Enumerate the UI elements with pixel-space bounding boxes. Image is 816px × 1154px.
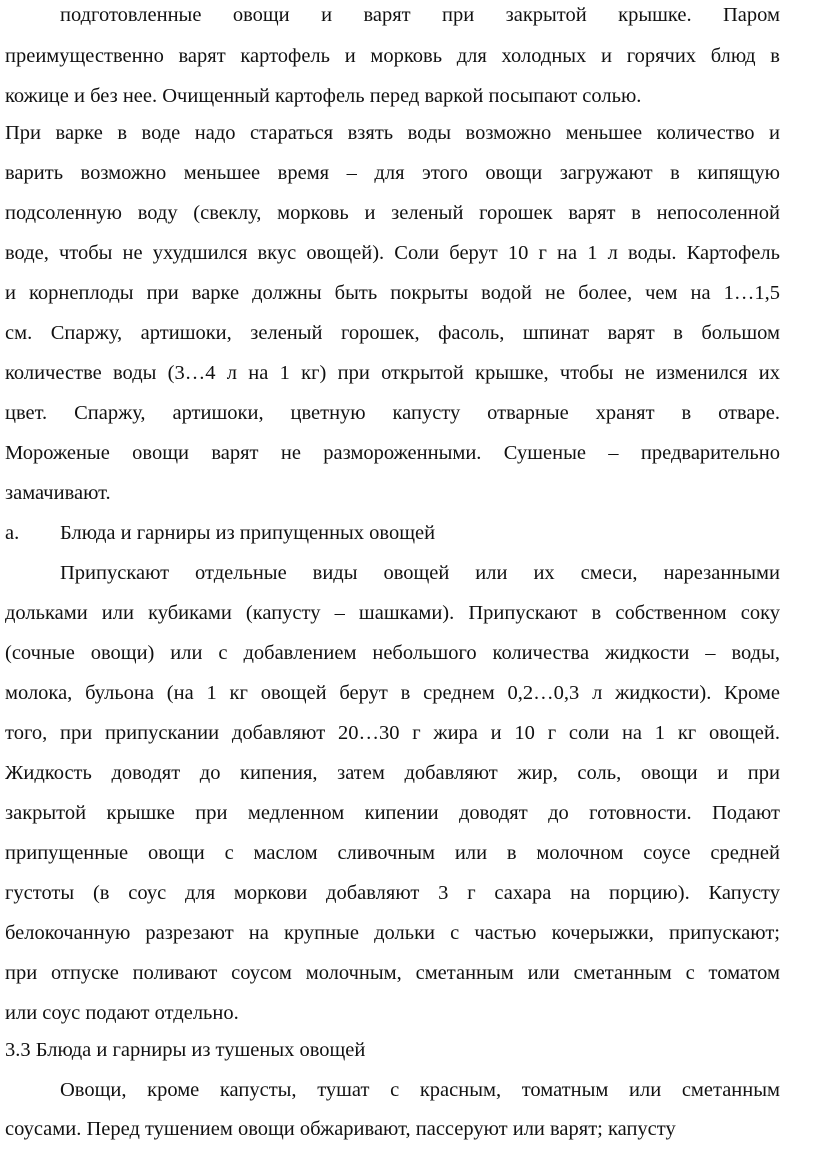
text-line: молока, бульона (на 1 кг овощей берут в среднем 0,2…0,3 л жидкости). Кроме (5, 682, 780, 704)
text-line: При варке в воде надо стараться взять воды возможно меньшее количество и (5, 122, 780, 144)
section-title: Блюда и гарниры из припущенных овощей (60, 522, 436, 544)
text-line: замачивают. (5, 482, 111, 504)
text-line: Мороженые овощи варят не размороженными. Сушеные – предварительно (5, 442, 780, 464)
text-line: подсоленную воду (свеклу, морковь и зеленый горошек варят в непосоленной (5, 202, 780, 224)
text-line: закрытой крышке при медленном кипении доводят до готовности. Подают (5, 802, 780, 824)
text-line: цвет. Спаржу, артишоки, цветную капусту отварные хранят в отваре. (5, 402, 780, 424)
text-line: количестве воды (3…4 л на 1 кг) при открытой крышке, чтобы не изменился их (5, 362, 780, 384)
text-line: того, при припускании добавляют 20…30 г жира и 10 г соли на 1 кг овощей. (5, 722, 780, 744)
text-line: густоты (в соус для моркови добавляют 3 г сахара на порцию). Капусту (5, 882, 780, 904)
text-line: и корнеплоды при варке должны быть покрыты водой не более, чем на 1…1,5 (5, 282, 780, 304)
list-marker: a. (5, 522, 20, 544)
text-line: Припускают отдельные виды овощей или их смеси, нарезанными (60, 562, 780, 584)
text-line: припущенные овощи с маслом сливочным или в молочном соусе средней (5, 842, 780, 864)
text-line: Овощи, кроме капусты, тушат с красным, томатным или сметанным (60, 1079, 780, 1101)
section-title: 3.3 Блюда и гарниры из тушеных овощей (5, 1039, 366, 1061)
text-line: при отпуске поливают соусом молочным, сметанным или сметанным с томатом (5, 962, 780, 984)
text-line: см. Спаржу, артишоки, зеленый горошек, фасоль, шпинат варят в большом (5, 322, 780, 344)
text-line: подготовленные овощи и варят при закрытой крышке. Паром (60, 4, 780, 26)
text-line: воде, чтобы не ухудшился вкус овощей). Соли берут 10 г на 1 л воды. Картофель (5, 242, 780, 264)
text-line: (сочные овощи) или с добавлением небольшого количества жидкости – воды, (5, 642, 780, 664)
text-line: соусами. Перед тушением овощи обжаривают, пассеруют или варят; капусту (5, 1118, 676, 1140)
text-line: дольками или кубиками (капусту – шашками). Припускают в собственном соку (5, 602, 780, 624)
text-line: Жидкость доводят до кипения, затем добавляют жир, соль, овощи и при (5, 762, 780, 784)
text-line: или соус подают отдельно. (5, 1002, 239, 1024)
text-line: кожице и без нее. Очищенный картофель перед варкой посыпают солью. (5, 85, 642, 107)
text-line: варить возможно меньшее время – для этого овощи загружают в кипящую (5, 162, 780, 184)
text-line: преимущественно варят картофель и морковь для холодных и горячих блюд в (5, 45, 780, 67)
text-line: белокочанную разрезают на крупные дольки с частью кочерыжки, припускают; (5, 922, 780, 944)
